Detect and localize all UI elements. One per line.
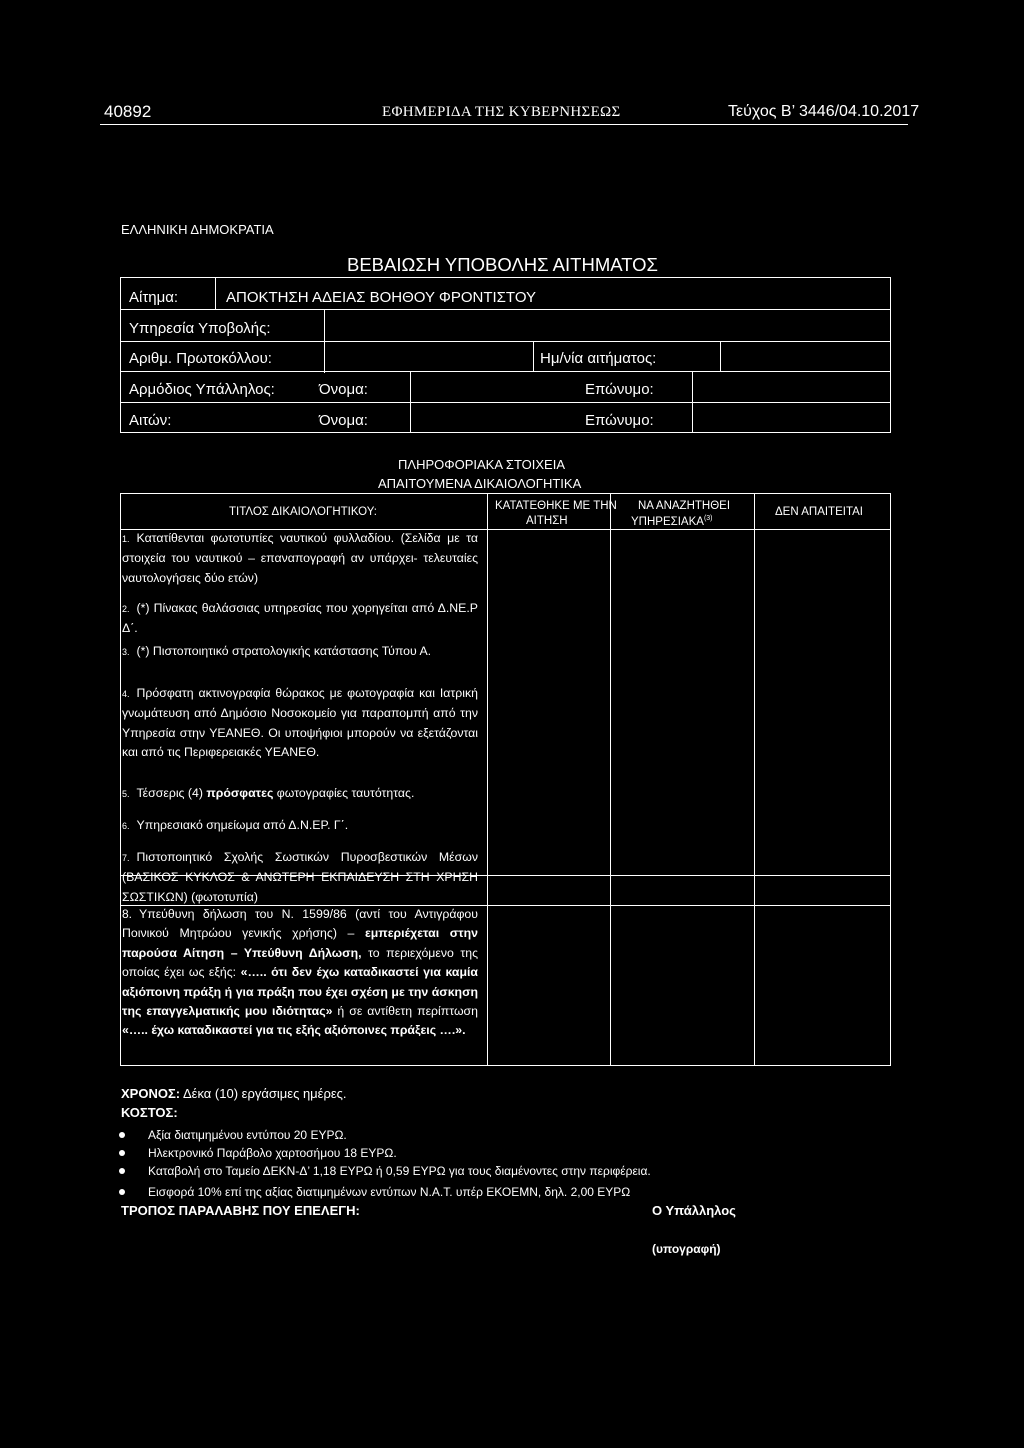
officer-label: Αρμόδιος Υπάλληλος: <box>129 381 275 398</box>
applicant-first-name-label: Όνομα: <box>319 412 368 429</box>
document-item-3: 3. (*) Πιστοποιητικό στρατολογικής κατάστασης Τύπου Α. <box>122 644 432 658</box>
document-item-6: 6. Υπηρεσιακό σημείωμα από Δ.Ν.ΕΡ. Γ΄. <box>122 818 349 832</box>
footnote-marker: (3) <box>703 515 713 522</box>
cost-item-4: Εισφορά 10% επί της αξίας διατιμημένων εντύπων Ν.Α.Τ. υπέρ ΕΚΟΕΜΝ, δηλ. 2,00 ΕΥΡΩ <box>148 1185 631 1199</box>
col-search-header-2: ΥΠΗΡΕΣΙΑΚΑ$^{(3)}$ <box>631 515 713 528</box>
document-item-4: 4. Πρόσφατη ακτινογραφία θώρακος με φωτογραφία και Ιατρική γνωμάτευση από Δημόσιο Νοσοκομείο για παραπομπή από την Υπηρεσία στην ΥΕΑΝΕΘ. Οι υποψήφιοι μπορούν να εξετάζονται και από τις Περιφερειακές ΥΕΑΝΕΘ. <box>122 686 478 760</box>
col-search-header-1: ΝΑ ΑΝΑΖΗΤΗΘΕΙ <box>638 500 731 512</box>
col-submitted-header-2: ΑΙΤΗΣΗ <box>526 515 568 527</box>
service-field[interactable] <box>330 313 885 337</box>
request-label: Αίτημα: <box>129 289 179 306</box>
form-title: ΒΕΒΑΙΩΣΗ ΥΠΟΒΟΛΗΣ ΑΙΤΗΜΑΤΟΣ <box>347 254 658 275</box>
document-item-1: 1. Κατατίθενται φωτοτυπίες ναυτικού φυλλαδίου. (Σελίδα με τα στοιχεία του ναυτικού – επαναπογραφή αν υπάρχει- τελευταίες ναυτολογήσεις δύο ετών) <box>122 531 478 585</box>
officer-signature-title: Ο Υπάλληλος <box>652 1203 736 1218</box>
document-item-2: 2. (*) Πίνακας θαλάσσιας υπηρεσίας που χορηγείται από Δ.ΝΕ.Ρ Δ΄. <box>122 601 478 636</box>
info-subtitle: ΑΠΑΙΤΟΥΜΕΝΑ ΔΙΚΑΙΟΛΟΓΗΤΙΚΑ <box>378 476 582 491</box>
page-number: 40892 <box>104 102 152 121</box>
protocol-label: Αριθμ. Πρωτοκόλλου: <box>129 350 272 367</box>
request-value: ΑΠΟΚΤΗΣΗ ΑΔΕΙΑΣ ΒΟΗΘΟΥ ΦΡΟΝΤΙΣΤΟΥ <box>226 289 537 306</box>
date-field[interactable] <box>726 345 886 369</box>
applicant-label: Αιτών: <box>129 412 172 429</box>
officer-last-name-label: Επώνυμο: <box>585 381 654 398</box>
officer-first-name-label: Όνομα: <box>319 381 368 398</box>
cost-item-1: Αξία διατιμημένου εντύπου 20 ΕΥΡΩ. <box>148 1128 347 1142</box>
cost-item-3: Καταβολή στο Ταμείο ΔΕΚΝ-Δ’ 1,18 ΕΥΡΩ ή 0,59 ΕΥΡΩ για τους διαμένοντες στην περιφέρεια. <box>148 1164 651 1178</box>
protocol-field[interactable] <box>330 345 528 369</box>
signature-label: (υπογραφή) <box>652 1242 721 1256</box>
document-item-8: 8. Υπεύθυνη δήλωση του Ν. 1599/86 (αντί του Αντιγράφου Ποινικού Μητρώου γενικής χρήσης) – εμπεριέχεται στην παρούσα Αίτηση – Υπεύθυνη Δήλωση, το περιεχόμενο της οποίας έχει ως εξής: «….. ότι δεν έχω καταδικαστεί για καμία αξιόποινη πράξη ή για πράξη που έχει σχέση με την άσκηση της επαγγελματικής μου ιδιότητας» ή σε αντίθετη περίπτωση «….. έχω καταδικαστεί για τις εξής αξιόποινες πράξεις ….». <box>122 907 479 1038</box>
cost-item-2: Ηλεκτρονικό Παράβολο χαρτοσήμου 18 ΕΥΡΩ. <box>148 1146 397 1160</box>
issue-info: Τεύχος Β’ 3446/04.10.2017 <box>728 103 920 120</box>
publication-title: ΕΦΗΜΕΡΙΔΑ ΤΗΣ ΚΥΒΕΡΝΗΣΕΩΣ <box>382 104 621 120</box>
document-item-7: 7. Πιστοποιητικό Σχολής Σωστικών Πυροσβεστικών Μέσων (ΒΑΣΙΚΟΣ ΚΥΚΛΟΣ & ΑΝΩΤΕΡΗ ΕΚΠΑΙΔΕΥΣΗ ΣΤΗ ΧΡΗΣΗ ΣΩΣΤΙΚΩΝ) (φωτοτυπία) <box>122 850 478 904</box>
info-title: ΠΛΗΡΟΦΟΡΙΑΚΑ ΣΤΟΙΧΕΙΑ <box>398 457 566 472</box>
header-rule <box>100 124 908 125</box>
col-submitted-header-1: ΚΑΤΑΤΕΘΗΚΕ ΜΕ ΤΗΝ <box>495 500 617 512</box>
document-item-5: 5. Τέσσερις (4) πρόσφατες φωτογραφίες ταυτότητας. <box>122 786 415 800</box>
service-label: Υπηρεσία Υποβολής: <box>129 320 271 337</box>
time-line: ΧΡΟΝΟΣ: Δέκα (10) εργάσιμες ημέρες. <box>121 1086 347 1101</box>
applicant-last-name-label: Επώνυμο: <box>585 412 654 429</box>
col-title-header: ΤΙΤΛΟΣ ΔΙΚΑΙΟΛΟΓΗΤΙΚΟΥ: <box>229 506 377 518</box>
col-not-required-header: ΔΕΝ ΑΠΑΙΤΕΙΤΑΙ <box>775 506 863 518</box>
receipt-method-label: ΤΡΟΠΟΣ ΠΑΡΑΛΑΒΗΣ ΠΟΥ ΕΠΕΛΕΓΗ: <box>121 1203 360 1218</box>
country-name: ΕΛΛΗΝΙΚΗ ΔΗΜΟΚΡΑΤΙΑ <box>121 222 274 237</box>
date-label: Ημ/νία αιτήματος: <box>540 350 657 367</box>
cost-label: ΚΟΣΤΟΣ: <box>121 1105 178 1120</box>
